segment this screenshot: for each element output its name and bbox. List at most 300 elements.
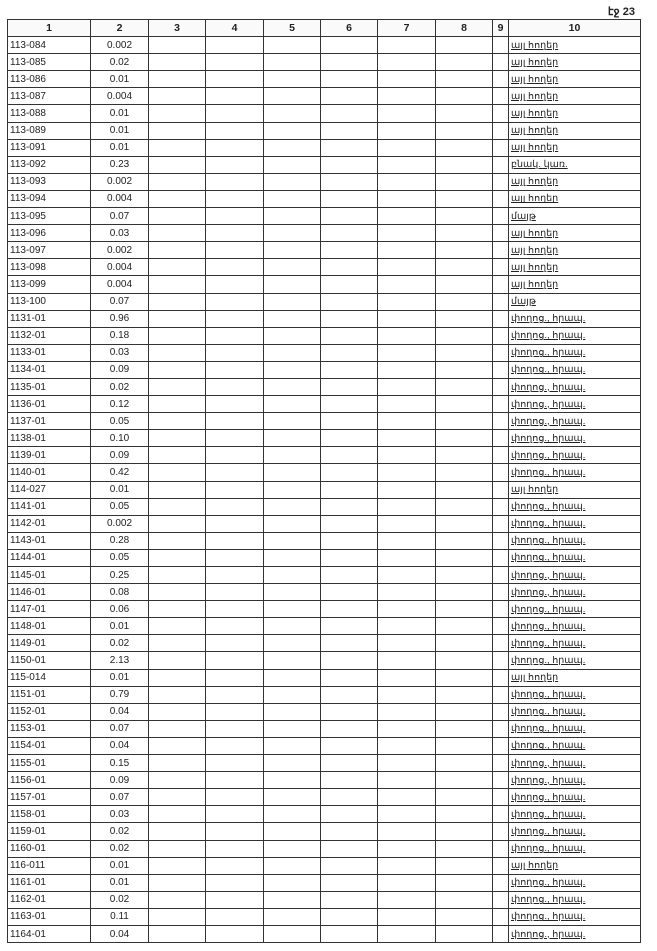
parcel-code: 1154-01 [8,737,91,754]
empty-cell [264,242,321,259]
empty-cell [264,54,321,71]
empty-cell [264,823,321,840]
table-row [8,276,641,293]
empty-cell [206,173,264,190]
empty-cell [206,755,264,772]
table-row [8,755,641,772]
empty-cell [436,37,493,54]
empty-cell [206,584,264,601]
empty-cell [378,891,436,908]
empty-cell [436,686,493,703]
land-use: այլ հողեր [509,259,641,276]
empty-cell [264,122,321,139]
empty-cell [436,584,493,601]
empty-cell [378,703,436,720]
area-value: 0.04 [91,703,149,720]
land-use: փողոց., հրապ. [509,772,641,789]
page-number: էջ 23 [607,6,635,18]
column-header-4: 4 [206,20,264,37]
area-value: 0.004 [91,88,149,105]
empty-cell [264,139,321,156]
empty-cell [436,54,493,71]
empty-cell [206,874,264,891]
empty-cell [378,54,436,71]
empty-cell [264,190,321,207]
parcel-code: 113-094 [8,190,91,207]
area-value: 0.08 [91,584,149,601]
empty-cell [436,88,493,105]
empty-cell [378,669,436,686]
land-use: այլ հողեր [509,481,641,498]
parcel-code: 1153-01 [8,720,91,737]
table-row [8,874,641,891]
empty-cell [206,498,264,515]
empty-cell [264,874,321,891]
empty-cell [321,208,378,225]
empty-cell [378,652,436,669]
empty-cell [436,806,493,823]
empty-cell [321,413,378,430]
empty-cell [206,686,264,703]
empty-cell [206,54,264,71]
empty-cell [321,840,378,857]
area-value: 0.002 [91,173,149,190]
parcel-code: 113-088 [8,105,91,122]
empty-cell [378,737,436,754]
empty-cell [149,652,206,669]
land-use: այլ հողեր [509,669,641,686]
empty-cell [436,242,493,259]
empty-cell [378,378,436,395]
empty-cell [436,481,493,498]
empty-cell [378,908,436,925]
table-row [8,122,641,139]
empty-cell [149,840,206,857]
empty-cell [436,652,493,669]
table-row [8,88,641,105]
empty-cell [264,447,321,464]
empty-cell [493,618,509,635]
empty-cell [206,532,264,549]
land-use: փողոց., հրապ. [509,498,641,515]
parcel-code: 1162-01 [8,891,91,908]
area-value: 0.28 [91,532,149,549]
parcel-code: 1141-01 [8,498,91,515]
empty-cell [321,584,378,601]
empty-cell [493,344,509,361]
empty-cell [264,156,321,173]
empty-cell [206,37,264,54]
empty-cell [378,310,436,327]
area-value: 0.02 [91,840,149,857]
empty-cell [321,327,378,344]
parcel-code: 1132-01 [8,327,91,344]
land-use: փողոց., հրապ. [509,686,641,703]
land-use: փողոց., հրապ. [509,361,641,378]
empty-cell [321,567,378,584]
empty-cell [436,208,493,225]
empty-cell [378,139,436,156]
empty-cell [321,532,378,549]
land-use: փողոց., հրապ. [509,806,641,823]
empty-cell [264,908,321,925]
empty-cell [378,498,436,515]
empty-cell [436,156,493,173]
land-use: այլ հողեր [509,122,641,139]
empty-cell [321,259,378,276]
parcel-code: 113-098 [8,259,91,276]
land-use: փողոց., հրապ. [509,635,641,652]
land-use: փողոց., հրապ. [509,840,641,857]
land-use: այլ հողեր [509,173,641,190]
table-row [8,635,641,652]
area-value: 0.03 [91,806,149,823]
empty-cell [264,891,321,908]
empty-cell [264,464,321,481]
parcel-code: 1133-01 [8,344,91,361]
empty-cell [149,378,206,395]
empty-cell [493,925,509,942]
empty-cell [436,874,493,891]
header-row [8,20,641,37]
land-use: փողոց., հրապ. [509,430,641,447]
empty-cell [436,703,493,720]
empty-cell [493,515,509,532]
empty-cell [493,327,509,344]
empty-cell [436,567,493,584]
empty-cell [436,515,493,532]
parcel-code: 1140-01 [8,464,91,481]
area-value: 0.02 [91,635,149,652]
empty-cell [321,88,378,105]
empty-cell [436,173,493,190]
empty-cell [264,276,321,293]
area-value: 0.06 [91,601,149,618]
empty-cell [321,54,378,71]
empty-cell [493,772,509,789]
empty-cell [493,122,509,139]
empty-cell [493,686,509,703]
land-parcel-table [7,19,641,943]
empty-cell [206,737,264,754]
empty-cell [436,549,493,566]
land-use: այլ հողեր [509,105,641,122]
empty-cell [378,225,436,242]
parcel-code: 1157-01 [8,789,91,806]
empty-cell [321,378,378,395]
empty-cell [378,276,436,293]
empty-cell [436,755,493,772]
parcel-code: 1147-01 [8,601,91,618]
parcel-code: 1136-01 [8,396,91,413]
empty-cell [149,772,206,789]
area-value: 0.004 [91,190,149,207]
empty-cell [436,413,493,430]
parcel-code: 114-027 [8,481,91,498]
empty-cell [436,225,493,242]
area-value: 0.01 [91,71,149,88]
empty-cell [264,720,321,737]
empty-cell [149,190,206,207]
table-row [8,293,641,310]
area-value: 0.002 [91,37,149,54]
empty-cell [378,361,436,378]
parcel-code: 1158-01 [8,806,91,823]
empty-cell [321,635,378,652]
empty-cell [264,344,321,361]
empty-cell [206,88,264,105]
empty-cell [321,652,378,669]
empty-cell [493,481,509,498]
area-value: 0.11 [91,908,149,925]
empty-cell [493,823,509,840]
empty-cell [436,618,493,635]
empty-cell [321,806,378,823]
area-value: 0.23 [91,156,149,173]
empty-cell [264,225,321,242]
empty-cell [321,173,378,190]
empty-cell [493,789,509,806]
empty-cell [493,430,509,447]
area-value: 0.01 [91,618,149,635]
empty-cell [378,156,436,173]
empty-cell [206,703,264,720]
parcel-code: 1160-01 [8,840,91,857]
land-use: փողոց., հրապ. [509,413,641,430]
parcel-code: 1148-01 [8,618,91,635]
empty-cell [378,190,436,207]
empty-cell [206,71,264,88]
empty-cell [264,601,321,618]
empty-cell [436,310,493,327]
empty-cell [493,361,509,378]
area-value: 0.05 [91,498,149,515]
empty-cell [321,601,378,618]
empty-cell [436,720,493,737]
empty-cell [493,156,509,173]
table-row [8,703,641,720]
table-row [8,601,641,618]
empty-cell [321,789,378,806]
land-use: այլ հողեր [509,88,641,105]
area-value: 0.004 [91,259,149,276]
land-use: փողոց., հրապ. [509,327,641,344]
empty-cell [378,259,436,276]
column-header-2: 2 [91,20,149,37]
empty-cell [149,925,206,942]
empty-cell [378,857,436,874]
empty-cell [206,481,264,498]
land-use: փողոց., հրապ. [509,601,641,618]
table-row [8,669,641,686]
empty-cell [493,54,509,71]
area-value: 0.02 [91,54,149,71]
empty-cell [149,737,206,754]
empty-cell [264,208,321,225]
area-value: 0.01 [91,122,149,139]
empty-cell [436,327,493,344]
empty-cell [206,139,264,156]
empty-cell [321,293,378,310]
land-use: այլ հողեր [509,54,641,71]
land-use: փողոց., հրապ. [509,925,641,942]
empty-cell [436,601,493,618]
empty-cell [149,276,206,293]
parcel-code: 113-092 [8,156,91,173]
parcel-code: 1135-01 [8,378,91,395]
empty-cell [149,549,206,566]
empty-cell [436,925,493,942]
empty-cell [321,891,378,908]
column-header-9: 9 [493,20,509,37]
area-value: 2.13 [91,652,149,669]
table-row [8,37,641,54]
empty-cell [378,396,436,413]
area-value: 0.04 [91,737,149,754]
empty-cell [436,464,493,481]
area-value: 0.09 [91,447,149,464]
empty-cell [436,447,493,464]
table-row [8,567,641,584]
empty-cell [321,498,378,515]
empty-cell [378,344,436,361]
empty-cell [149,208,206,225]
empty-cell [321,430,378,447]
empty-cell [206,823,264,840]
land-use: փողոց., հրապ. [509,344,641,361]
empty-cell [149,447,206,464]
area-value: 0.07 [91,208,149,225]
empty-cell [378,532,436,549]
empty-cell [206,618,264,635]
parcel-code: 1151-01 [8,686,91,703]
empty-cell [321,344,378,361]
land-use: փողոց., հրապ. [509,652,641,669]
empty-cell [321,361,378,378]
empty-cell [493,293,509,310]
column-header-6: 6 [321,20,378,37]
empty-cell [264,515,321,532]
parcel-code: 1161-01 [8,874,91,891]
area-value: 0.79 [91,686,149,703]
empty-cell [436,139,493,156]
empty-cell [149,498,206,515]
empty-cell [436,259,493,276]
table-row [8,71,641,88]
empty-cell [206,857,264,874]
empty-cell [206,361,264,378]
area-value: 0.42 [91,464,149,481]
empty-cell [149,37,206,54]
parcel-code: 1149-01 [8,635,91,652]
empty-cell [264,584,321,601]
empty-cell [149,720,206,737]
table-row [8,259,641,276]
empty-cell [206,891,264,908]
area-value: 0.03 [91,225,149,242]
land-use: փողոց., հրապ. [509,908,641,925]
empty-cell [493,310,509,327]
table-row [8,925,641,942]
empty-cell [264,430,321,447]
empty-cell [149,635,206,652]
empty-cell [378,464,436,481]
table-row [8,806,641,823]
empty-cell [493,755,509,772]
empty-cell [378,430,436,447]
empty-cell [264,378,321,395]
parcel-code: 1164-01 [8,925,91,942]
area-value: 0.01 [91,874,149,891]
empty-cell [206,772,264,789]
table-row [8,823,641,840]
table-row [8,361,641,378]
land-use: փողոց., հրապ. [509,755,641,772]
empty-cell [321,225,378,242]
land-use: փողոց., հրապ. [509,396,641,413]
table-row [8,549,641,566]
parcel-code: 113-097 [8,242,91,259]
land-use: փողոց., հրապ. [509,720,641,737]
empty-cell [206,464,264,481]
empty-cell [321,139,378,156]
table-row [8,430,641,447]
empty-cell [264,481,321,498]
land-use: այլ հողեր [509,190,641,207]
table-row [8,840,641,857]
empty-cell [149,789,206,806]
empty-cell [436,635,493,652]
empty-cell [264,327,321,344]
empty-cell [264,532,321,549]
empty-cell [378,823,436,840]
empty-cell [206,925,264,942]
land-use: փողոց., հրապ. [509,789,641,806]
empty-cell [206,122,264,139]
empty-cell [206,430,264,447]
empty-cell [321,857,378,874]
land-use: փողոց., հրապ. [509,549,641,566]
empty-cell [378,327,436,344]
empty-cell [264,925,321,942]
empty-cell [149,874,206,891]
empty-cell [206,327,264,344]
empty-cell [149,122,206,139]
table-row [8,413,641,430]
empty-cell [206,720,264,737]
empty-cell [149,71,206,88]
empty-cell [264,669,321,686]
empty-cell [206,276,264,293]
empty-cell [321,37,378,54]
empty-cell [493,737,509,754]
empty-cell [378,840,436,857]
empty-cell [493,584,509,601]
area-value: 0.05 [91,413,149,430]
empty-cell [264,105,321,122]
empty-cell [264,703,321,720]
land-use: բնակ. կառ. [509,156,641,173]
empty-cell [206,293,264,310]
empty-cell [149,618,206,635]
area-value: 0.02 [91,378,149,395]
land-use: այլ հողեր [509,71,641,88]
land-use: փողոց., հրապ. [509,378,641,395]
empty-cell [321,447,378,464]
parcel-code: 1152-01 [8,703,91,720]
empty-cell [378,208,436,225]
area-value: 0.05 [91,549,149,566]
